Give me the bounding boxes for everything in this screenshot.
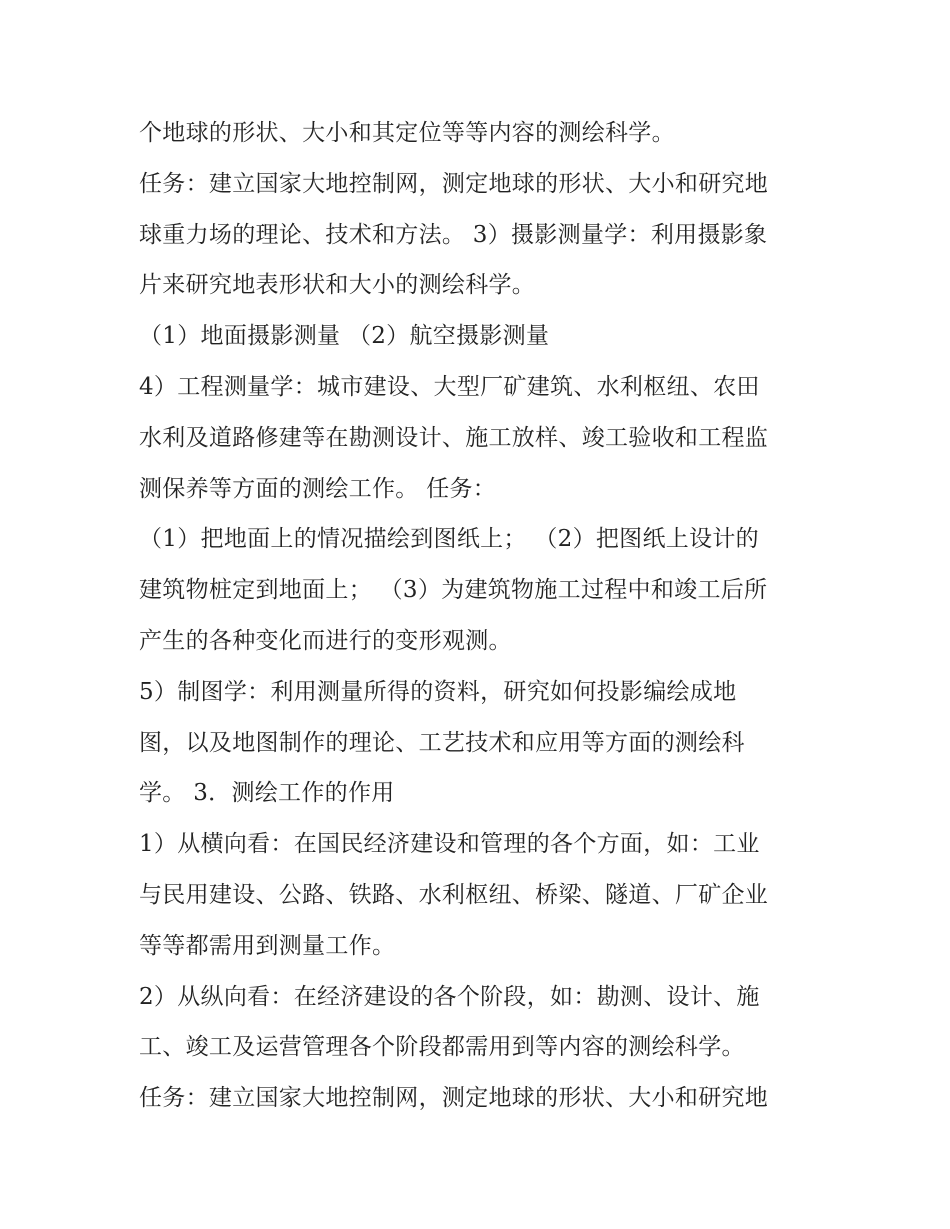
text-line-11: 产生的各种变化而进行的变形观测。 [139,627,512,654]
text-line-9: （1）把地面上的情况描绘到图纸上； （2）把图纸上设计的 [139,526,759,553]
text-line-15: 1）从横向看：在国民经济建设和管理的各个方面，如：工业 [139,831,760,858]
text-line-4: 片来研究地表形状和大小的测绘科学。 [139,272,536,299]
text-line-20: 任务：建立国家大地控制网，测定地球的形状、大小和研究地 [139,1085,769,1112]
text-line-13: 图，以及地图制作的理论、工艺技术和应用等方面的测绘科 [139,729,745,756]
document-body [139,108,829,1124]
text-line-10: 建筑物桩定到地面上； （3）为建筑物施工过程中和竣工后所 [139,577,768,604]
text-line-17: 等等都需用到测量工作。 [139,932,396,959]
text-line-14: 学。 3．测绘工作的作用 [139,780,395,807]
text-line-8: 测保养等方面的测绘工作。 任务： [139,475,497,502]
text-line-18: 2）从纵向看：在经济建设的各个阶段，如：勘测、设计、施 [139,983,760,1010]
text-line-2: 任务：建立国家大地控制网，测定地球的形状、大小和研究地 [139,170,769,197]
text-line-1: 个地球的形状、大小和其定位等等内容的测绘科学。 [139,120,675,146]
text-line-19: 工、竣工及运营管理各个阶段都需用到等内容的测绘科学。 [139,1034,745,1061]
text-line-7: 水利及道路修建等在勘测设计、施工放样、竣工验收和工程监 [139,424,769,451]
text-line-16: 与民用建设、公路、铁路、水利枢纽、桥梁、隧道、厂矿企业 [139,881,769,908]
text-line-3: 球重力场的理论、技术和方法。 3）摄影测量学：利用摄影象 [139,221,768,248]
text-line-6: 4）工程测量学：城市建设、大型厂矿建筑、水利枢纽、农田 [139,373,760,400]
text-line-5: （1）地面摄影测量 （2）航空摄影测量 [139,323,550,350]
text-line-12: 5）制图学：利用测量所得的资料，研究如何投影编绘成地 [139,678,737,705]
